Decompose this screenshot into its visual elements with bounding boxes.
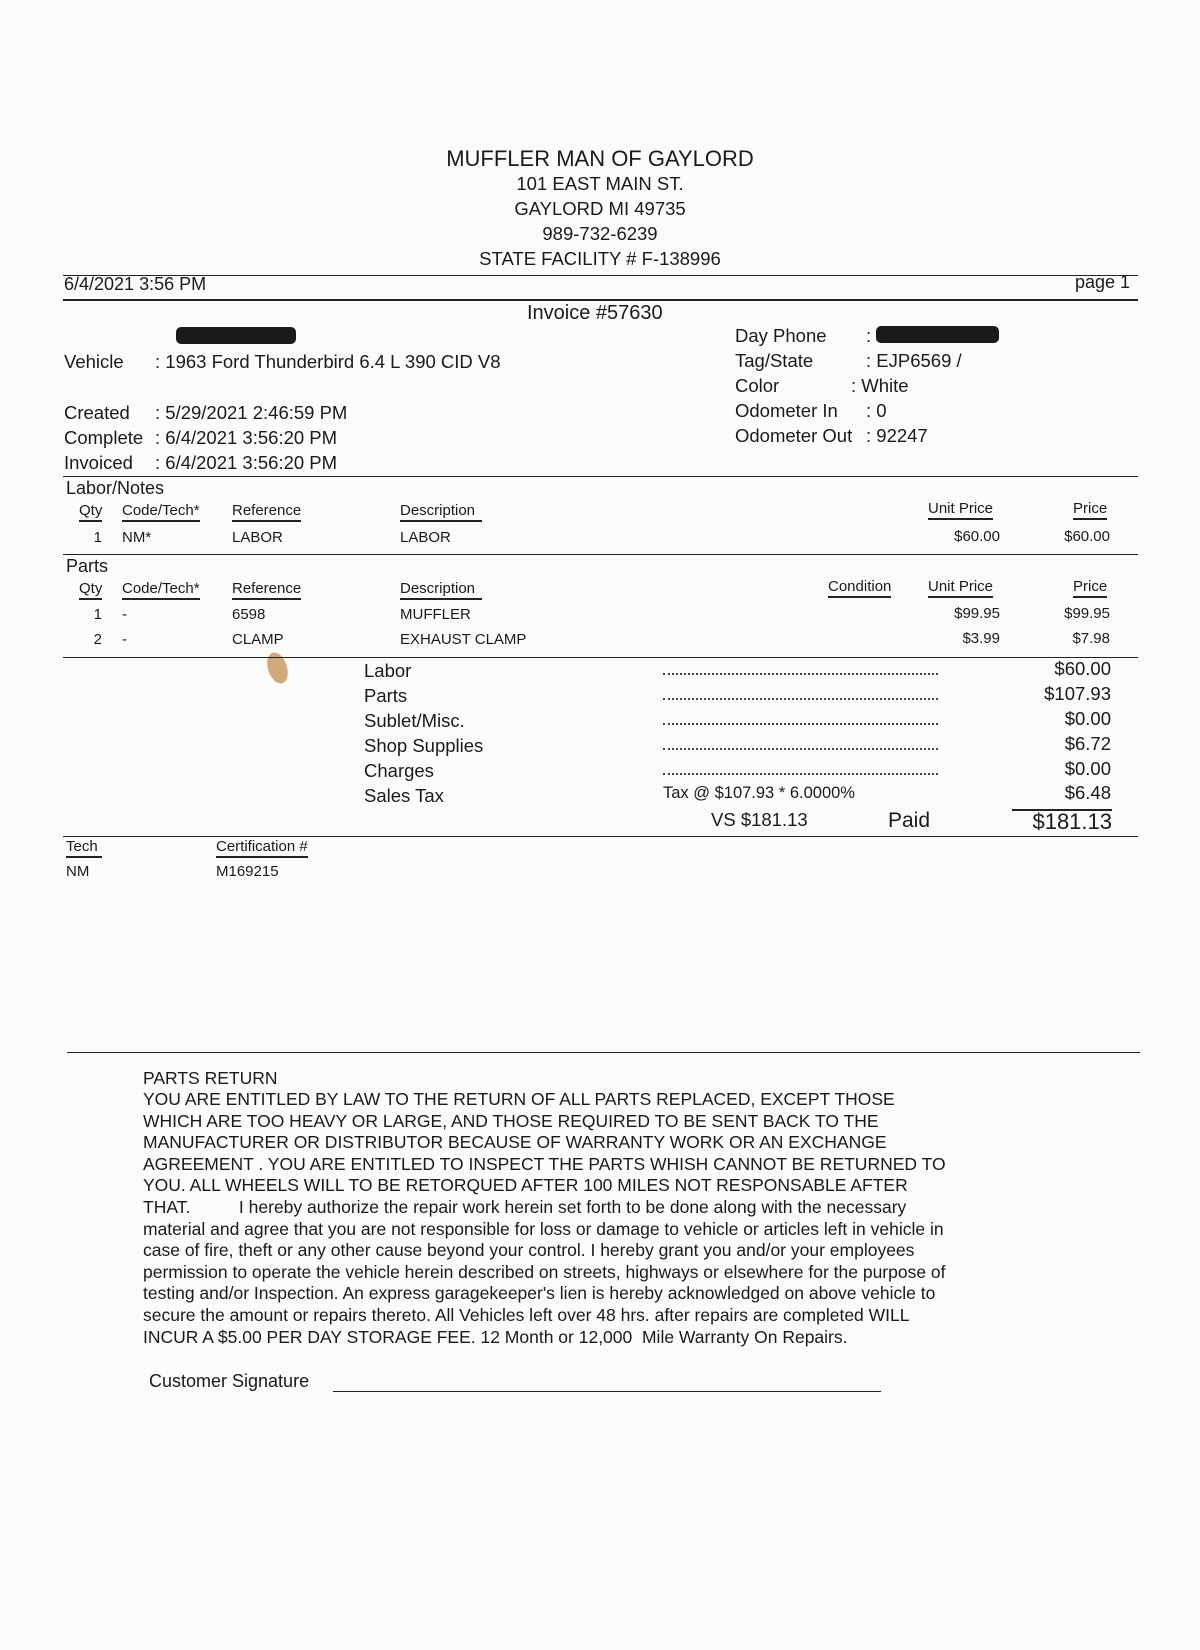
parts-row-1-code: - bbox=[122, 606, 127, 623]
terms-line: material and agree that you are not responsible for loss or damage to vehicle or articles left in vehicle in bbox=[143, 1218, 944, 1239]
grand-total: $181.13 bbox=[1032, 809, 1112, 834]
parts-row-1-unit-price: $99.95 bbox=[954, 605, 1000, 622]
leader-dots bbox=[663, 698, 938, 700]
vehicle-value: : 1963 Ford Thunderbird 6.4 L 390 CID V8 bbox=[155, 351, 501, 372]
parts-row-2-description: EXHAUST CLAMP bbox=[400, 631, 527, 648]
totals-labor-label: Labor bbox=[364, 660, 412, 681]
totals-sublet-label: Sublet/Misc. bbox=[364, 710, 465, 731]
shop-phone: 989-732-6239 bbox=[542, 223, 658, 244]
terms-line: YOU ARE ENTITLED BY LAW TO THE RETURN OF ALL PARTS REPLACED, EXCEPT THOSE bbox=[143, 1089, 895, 1109]
parts-header-condition: Condition bbox=[828, 578, 891, 598]
tech-value: NM bbox=[66, 863, 90, 880]
totals-sales-tax-label: Sales Tax bbox=[364, 785, 444, 806]
tech-rule bbox=[63, 836, 1138, 837]
tax-note: Tax @ $107.93 * 6.0000% bbox=[663, 784, 855, 802]
parts-header-code: Code/Tech* bbox=[122, 580, 200, 600]
leader-dots bbox=[663, 748, 938, 750]
paid-label: Paid bbox=[888, 809, 931, 832]
parts-header-price: Price bbox=[1073, 578, 1107, 598]
leader-dots bbox=[663, 723, 938, 725]
color-label: Color bbox=[735, 375, 780, 396]
labor-header-reference: Reference bbox=[232, 502, 301, 522]
stain-mark bbox=[264, 650, 292, 686]
header-rule-bottom bbox=[63, 299, 1138, 301]
shop-name: MUFFLER MAN OF GAYLORD bbox=[446, 146, 754, 171]
complete-label: Complete bbox=[64, 427, 144, 448]
odometer-in-label: Odometer In bbox=[735, 400, 838, 421]
terms-line: INCUR A $5.00 PER DAY STORAGE FEE. 12 Month or 12,000 Mile Warranty On Repairs. bbox=[143, 1326, 848, 1347]
header-rule-top bbox=[63, 275, 1138, 276]
tag-state-label: Tag/State bbox=[735, 350, 814, 371]
totals-parts-label: Parts bbox=[364, 685, 408, 706]
payment-method: VS $181.13 bbox=[711, 809, 808, 830]
cert-value: M169215 bbox=[216, 863, 279, 880]
parts-row-2-code: - bbox=[122, 631, 127, 648]
tech-header: Tech bbox=[66, 838, 102, 858]
shop-address: 101 EAST MAIN ST. bbox=[516, 173, 684, 194]
terms-line: AGREEMENT . YOU ARE ENTITLED TO INSPECT THE PARTS WHISH CANNOT BE RETURNED TO bbox=[143, 1153, 946, 1174]
page-label: page 1 bbox=[1075, 272, 1131, 292]
labor-row-reference: LABOR bbox=[232, 529, 283, 546]
odometer-in-value: : 0 bbox=[866, 400, 887, 421]
totals-parts-value: $107.93 bbox=[1044, 683, 1111, 704]
terms-line: THAT. I hereby authorize the repair work herein set forth to be done along with the necessary bbox=[143, 1196, 907, 1217]
leader-dots bbox=[663, 673, 938, 675]
created-value: : 5/29/2021 2:46:59 PM bbox=[155, 402, 348, 423]
totals-shop-supplies-value: $6.72 bbox=[1064, 733, 1111, 754]
labor-rule bbox=[63, 476, 1138, 477]
shop-city: GAYLORD MI 49735 bbox=[514, 198, 686, 219]
invoiced-label: Invoiced bbox=[64, 452, 133, 473]
terms-line: permission to operate the vehicle herein described on streets, highways or elsewhere for the purpose of bbox=[143, 1261, 946, 1282]
totals-shop-supplies-label: Shop Supplies bbox=[364, 735, 484, 756]
terms-line: testing and/or Inspection. An express garagekeeper's lien is hereby acknowledged on above vehicle to bbox=[143, 1283, 936, 1304]
labor-row-code: NM* bbox=[122, 529, 152, 546]
shop-facility: STATE FACILITY # F-138996 bbox=[479, 248, 721, 269]
cert-header: Certification # bbox=[216, 838, 308, 858]
day-phone-value: : bbox=[866, 325, 872, 346]
totals-charges-value: $0.00 bbox=[1064, 758, 1111, 779]
totals-charges-label: Charges bbox=[364, 760, 434, 781]
terms-line: MANUFACTURER OR DISTRIBUTOR BECAUSE OF WARRANTY WORK OR AN EXCHANGE bbox=[143, 1132, 887, 1153]
labor-row-qty: 1 bbox=[93, 529, 102, 546]
parts-header-description: Description bbox=[400, 580, 482, 600]
signature-line[interactable] bbox=[333, 1391, 881, 1392]
parts-header-qty: Qty bbox=[79, 580, 102, 600]
invoiced-value: : 6/4/2021 3:56:20 PM bbox=[155, 452, 338, 473]
color-value: : White bbox=[851, 375, 909, 396]
parts-row-1-description: MUFFLER bbox=[400, 606, 471, 623]
terms-line: case of fire, theft or any other cause beyond your control. I hereby grant you and/or your employees bbox=[143, 1240, 915, 1261]
labor-row-price: $60.00 bbox=[1064, 528, 1110, 545]
odometer-out-value: : 92247 bbox=[866, 425, 928, 446]
labor-header-price: Price bbox=[1073, 500, 1107, 520]
labor-section-title: Labor/Notes bbox=[66, 478, 165, 498]
vehicle-label: Vehicle bbox=[64, 351, 124, 372]
redacted-customer-name bbox=[176, 327, 296, 344]
created-label: Created bbox=[64, 402, 130, 423]
terms-line: secure the amount or repairs thereto. All Vehicles left over 48 hrs. after repairs are completed WILL bbox=[143, 1304, 910, 1325]
odometer-out-label: Odometer Out bbox=[735, 425, 853, 446]
totals-sublet-value: $0.00 bbox=[1064, 708, 1111, 729]
terms-body bbox=[143, 1089, 1078, 1348]
parts-row-2-qty: 2 bbox=[93, 631, 102, 648]
labor-header-qty: Qty bbox=[79, 502, 102, 522]
parts-header-reference: Reference bbox=[232, 580, 301, 600]
parts-rule bbox=[63, 554, 1138, 555]
labor-row-description: LABOR bbox=[400, 529, 451, 546]
terms-line: YOU. ALL WHEELS WILL TO BE RETORQUED AFTER 100 MILES NOT RESPONSABLE AFTER bbox=[143, 1175, 908, 1196]
complete-value: : 6/4/2021 3:56:20 PM bbox=[155, 427, 338, 448]
labor-header-unit-price: Unit Price bbox=[928, 500, 993, 520]
totals-sales-tax-value: $6.48 bbox=[1064, 782, 1111, 803]
parts-row-2-unit-price: $3.99 bbox=[962, 630, 1000, 647]
parts-row-1-price: $99.95 bbox=[1064, 605, 1110, 622]
totals-labor-value: $60.00 bbox=[1054, 658, 1111, 679]
parts-section-title: Parts bbox=[66, 556, 109, 576]
labor-header-code: Code/Tech* bbox=[122, 502, 200, 522]
print-datetime: 6/4/2021 3:56 PM bbox=[64, 274, 207, 294]
parts-row-2-price: $7.98 bbox=[1072, 630, 1110, 647]
leader-dots bbox=[663, 773, 938, 775]
day-phone-label: Day Phone bbox=[735, 325, 827, 346]
parts-row-2-reference: CLAMP bbox=[232, 631, 284, 648]
terms-rule bbox=[67, 1052, 1140, 1053]
terms-line: WHICH ARE TOO HEAVY OR LARGE, AND THOSE REQUIRED TO BE SENT BACK TO THE bbox=[143, 1110, 879, 1131]
parts-row-1-qty: 1 bbox=[93, 606, 102, 623]
signature-label: Customer Signature bbox=[149, 1371, 310, 1391]
redacted-phone bbox=[876, 326, 999, 343]
invoice-number: Invoice #57630 bbox=[527, 302, 663, 324]
labor-header-description: Description bbox=[400, 502, 482, 522]
labor-row-unit-price: $60.00 bbox=[954, 528, 1000, 545]
parts-row-1-reference: 6598 bbox=[232, 606, 266, 623]
terms-title: PARTS RETURN bbox=[143, 1068, 278, 1088]
parts-header-unit-price: Unit Price bbox=[928, 578, 993, 598]
tag-state-value: : EJP6569 / bbox=[866, 350, 962, 371]
